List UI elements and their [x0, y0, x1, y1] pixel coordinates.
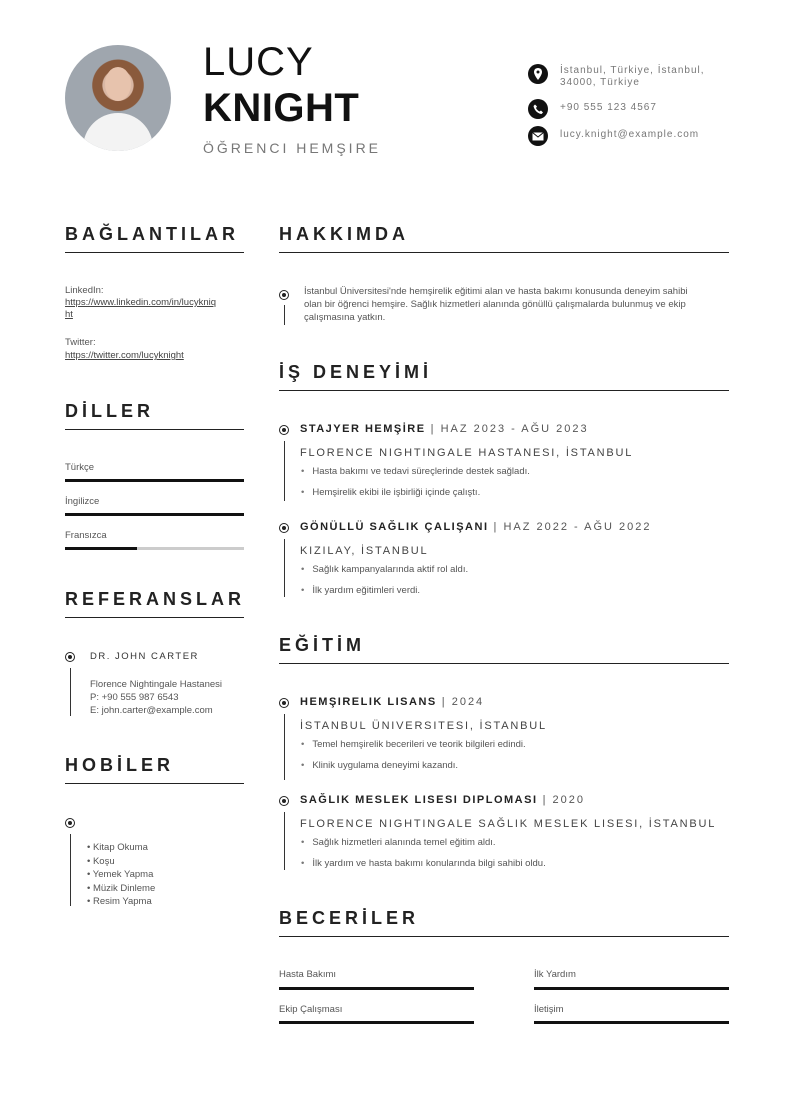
contact-email	[528, 126, 728, 146]
skill-level-fill	[279, 1021, 474, 1024]
skill-name: İletişim	[534, 1004, 564, 1015]
language-level-bar	[65, 479, 244, 482]
about-line: olan bir öğrenci hemşire. Sağlık hizmetleri alanında gönüllü çalışmalarda bulunmuş ve ekip	[304, 299, 686, 310]
skill-level-bar	[534, 987, 729, 990]
skill-level-fill	[279, 987, 474, 990]
hobby-item: • Kitap Okuma	[87, 842, 148, 853]
timeline-line	[70, 834, 71, 906]
timeline-dot	[279, 425, 289, 435]
skill-level-bar	[279, 1021, 474, 1024]
twitter-label: Twitter:	[65, 337, 96, 348]
language-name: Türkçe	[65, 462, 95, 473]
skill-name: İlk Yardım	[534, 969, 576, 980]
job-bullet: • Sağlık kampanyalarında aktif rol aldı.	[301, 564, 468, 575]
job-title: ÖĞRENCI HEMŞIRE	[203, 140, 382, 156]
skill-level-bar	[279, 987, 474, 990]
links-title: BAĞLANTILAR	[65, 224, 239, 244]
about-line: çalışmasına yatkın.	[304, 312, 386, 323]
languages-title: DİLLER	[65, 401, 154, 421]
language-level-bar	[65, 513, 244, 516]
job-heading	[300, 423, 589, 435]
timeline-dot	[279, 290, 289, 300]
skill-level-bar	[534, 1021, 729, 1024]
timeline-dot	[65, 652, 75, 662]
address-text: İstanbul, Türkiye, İstanbul, 34000, Türkiye	[560, 65, 705, 88]
job-heading	[300, 521, 652, 533]
timeline-line	[284, 714, 285, 780]
skills-title: BECERİLER	[279, 908, 420, 928]
skill-name: Ekip Çalışması	[279, 1004, 343, 1015]
job-bullet: • İlk yardım eğitimleri verdi.	[301, 585, 420, 596]
language-level-bar	[65, 547, 244, 550]
linkedin-link-line1[interactable]: https://www.linkedin.com/in/lucykniq	[65, 297, 217, 308]
timeline-dot	[65, 818, 75, 828]
job-role: STAJYER HEMŞİRE	[300, 423, 426, 435]
about-title: HAKKIMDA	[279, 224, 409, 244]
language-name: Fransızca	[65, 530, 107, 541]
job-date: | HAZ 2023 - AĞU 2023	[425, 423, 589, 435]
education-heading	[300, 794, 585, 806]
timeline-line	[284, 539, 285, 597]
language-name: İngilizce	[65, 496, 100, 507]
language-level-fill	[65, 547, 137, 550]
about-line: İstanbul Üniversitesi'nde hemşirelik eğitimi alan ve hasta bakımı konusunda deneyim sahibi	[304, 286, 688, 297]
reference-org: Florence Nightingale Hastanesi	[90, 679, 223, 690]
hobby-item: • Koşu	[87, 855, 115, 867]
experience-title: İŞ DENEYİMİ	[279, 362, 433, 382]
reference-email: E: john.carter@example.com	[90, 705, 213, 716]
degree-name: HEMŞIRELIK LISANS	[300, 696, 437, 708]
hobbies-title: HOBİLER	[65, 755, 174, 775]
about-divider	[279, 252, 729, 253]
references-title: REFERANSLAR	[65, 589, 246, 609]
skill-level-fill	[534, 987, 729, 990]
education-bullet: • Sağlık hizmetleri alanında temel eğitim aldı.	[301, 837, 496, 848]
experience-divider	[279, 390, 729, 391]
hobby-item: • Resim Yapma	[87, 896, 152, 907]
education-heading	[300, 696, 484, 708]
hobby-list	[87, 841, 155, 909]
location-pin-icon	[528, 64, 548, 84]
timeline-line	[70, 668, 71, 716]
reference-phone: P: +90 555 987 6543	[90, 692, 179, 703]
reference-name: DR. JOHN CARTER	[90, 651, 199, 662]
links-divider	[65, 252, 244, 253]
education-bullet: • İlk yardım ve hasta bakımı konularında bilgi sahibi oldu.	[301, 858, 546, 869]
timeline-line	[284, 812, 285, 870]
hobbies-divider	[65, 783, 244, 784]
school-name: FLORENCE NIGHTINGALE SAĞLIK MESLEK LISESI, İSTANBUL	[300, 818, 717, 830]
job-role: GÖNÜLLÜ SAĞLIK ÇALIŞANI	[300, 521, 489, 533]
twitter-link[interactable]: https://twitter.com/lucyknight	[65, 350, 184, 361]
profile-photo	[65, 45, 171, 151]
email-text: lucy.knight@example.com	[560, 129, 700, 140]
education-bullet: • Klinik uygulama deneyimi kazandı.	[301, 760, 458, 771]
education-divider	[279, 663, 729, 664]
about-text	[304, 285, 688, 324]
first-name: LUCY	[203, 40, 314, 84]
degree-date: | 2020	[537, 794, 585, 806]
job-bullet: • Hemşirelik ekibi ile işbirliği içinde çalıştı.	[301, 487, 480, 498]
job-org: KIZILAY, İSTANBUL	[300, 545, 429, 557]
skills-divider	[279, 936, 729, 937]
school-name: İSTANBUL ÜNIVERSITESI, İSTANBUL	[300, 720, 547, 732]
contact-address	[528, 64, 728, 89]
education-bullet: • Temel hemşirelik becerileri ve teorik bilgileri edindi.	[301, 739, 526, 750]
last-name: KNIGHT	[203, 86, 360, 130]
timeline-dot	[279, 523, 289, 533]
skill-name: Hasta Bakımı	[279, 969, 337, 980]
degree-date: | 2024	[436, 696, 485, 708]
hobby-item: • Yemek Yapma	[87, 869, 154, 880]
linkedin-link-line2[interactable]: ht	[65, 309, 73, 320]
linkedin-label: LinkedIn:	[65, 285, 104, 296]
linkedin-link[interactable]	[65, 297, 216, 321]
education-title: EĞİTİM	[279, 635, 365, 655]
degree-name: SAĞLIK MESLEK LISESI DIPLOMASI	[300, 794, 538, 806]
phone-icon	[528, 99, 548, 119]
job-bullet: • Hasta bakımı ve tedavi süreçlerinde destek sağladı.	[301, 466, 530, 477]
references-divider	[65, 617, 244, 618]
skill-level-fill	[534, 1021, 729, 1024]
language-level-fill	[65, 479, 244, 482]
phone-text: +90 555 123 4567	[560, 102, 657, 113]
job-date: | HAZ 2022 - AĞU 2022	[488, 521, 652, 533]
contact-phone	[528, 99, 728, 119]
languages-divider	[65, 429, 244, 430]
timeline-dot	[279, 698, 289, 708]
envelope-icon	[528, 126, 548, 146]
timeline-line	[284, 441, 285, 501]
timeline-line	[284, 305, 285, 325]
timeline-dot	[279, 796, 289, 806]
hobby-item: • Müzik Dinleme	[87, 882, 156, 894]
job-org: FLORENCE NIGHTINGALE HASTANESI, İSTANBUL	[300, 447, 634, 459]
language-level-fill	[65, 513, 244, 516]
